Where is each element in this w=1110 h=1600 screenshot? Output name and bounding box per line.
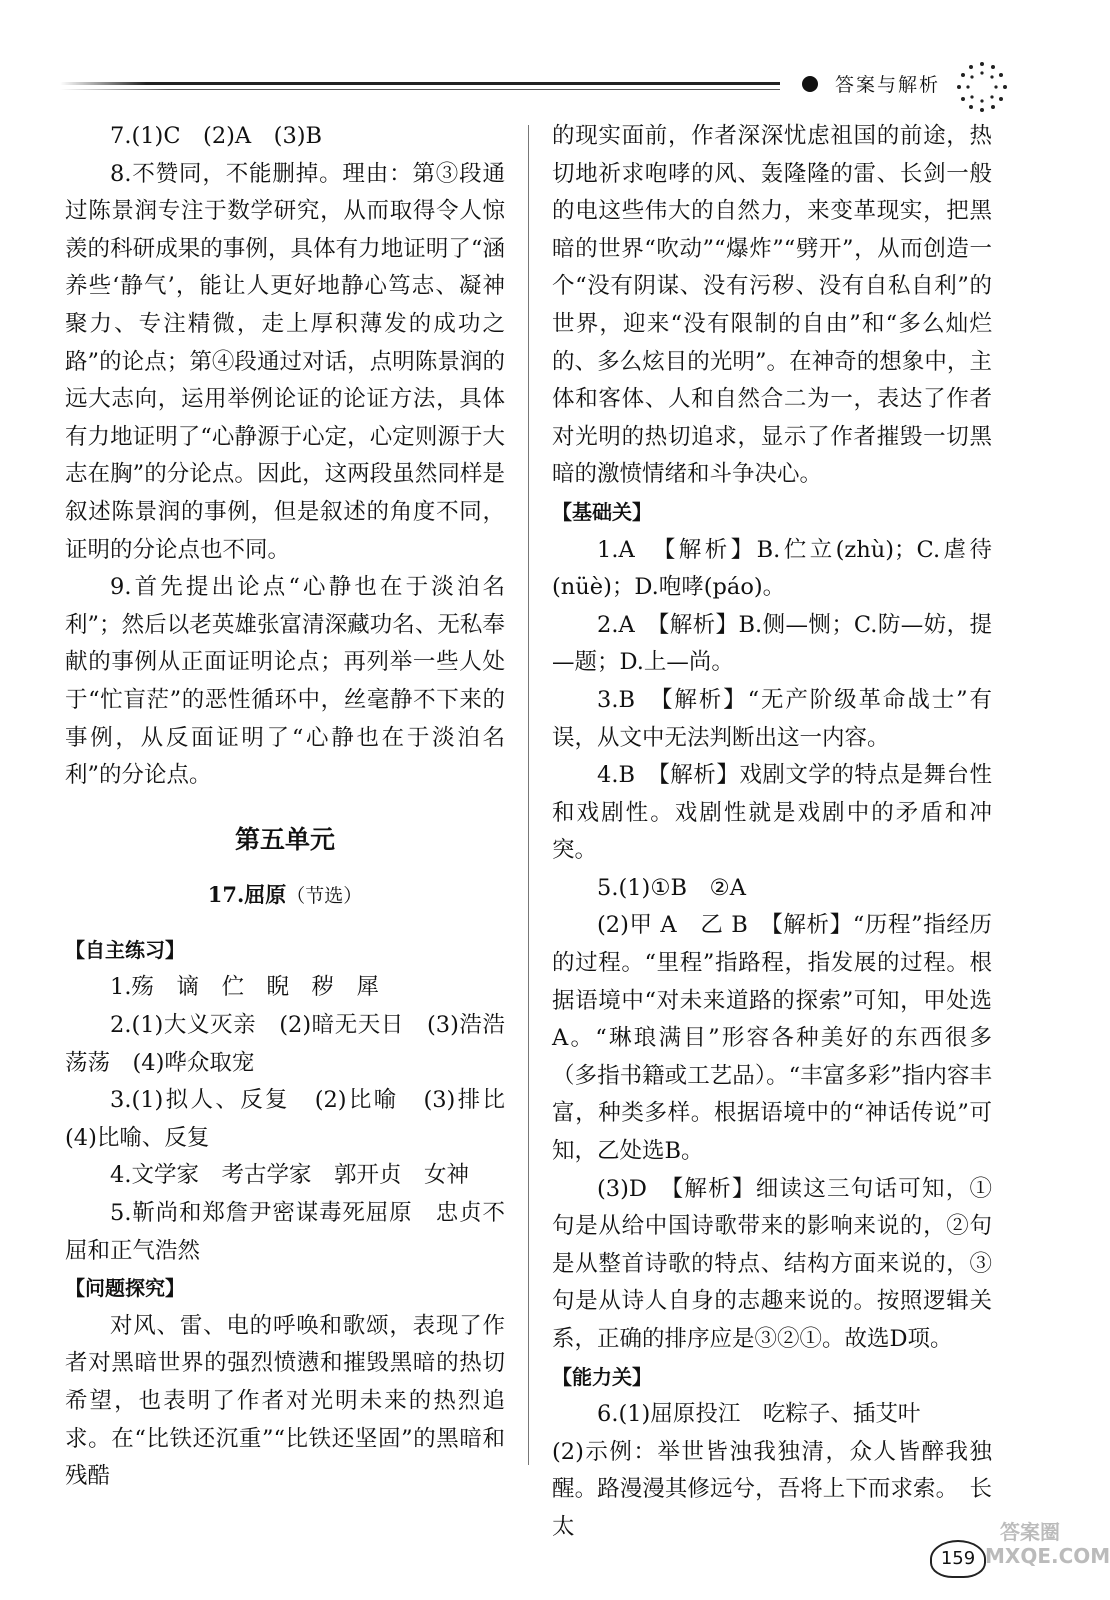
answer-paragraph: 3.B 【解析】“无产阶级革命战士”有误，从文中无法判断出这一内容。 (552, 686, 992, 751)
section-tag: 【自主练习】 (65, 937, 185, 962)
answer-paragraph: 对风、雷、电的呼唤和歌颂，表现了作者对黑暗世界的强烈愤懑和摧毁黑暗的热切希望，也表明了作者对光明未来的热烈追求。在“比铁还沉重”“比铁还坚固”的黑暗和残酷 (65, 1312, 505, 1490)
answer-paragraph: 4.B 【解析】戏剧文学的特点是舞台性和戏剧性。戏剧性就是戏剧中的矛盾和冲突。 (552, 762, 992, 864)
answer-paragraph: 2.(1)大义灭亲 (2)暗无天日 (3)浩浩荡荡 (4)哗众取宠 (65, 1012, 505, 1076)
dotted-sun-icon (955, 60, 1009, 114)
section-tag: 【能力关】 (552, 1364, 652, 1389)
lesson-title-text: 17.屈原 (207, 882, 287, 908)
header-rule-thin (60, 89, 780, 90)
left-column (65, 118, 505, 1496)
answer-paragraph: 的现实面前，作者深深忧虑祖国的前途，热切地祈求咆哮的风、轰隆隆的雷、长剑一般的电这些伟大的自然力，来变革现实，把黑暗的世界“吹动”“爆炸”“劈开”，从而创造一个“没有阴谋、没有污秽、没有自私自利”的世界，迎来“没有限制的自由”和“多么灿烂的、多么炫目的光明”。在神奇的想象中，主体和客体、人和自然合二为一，表达了作者对光明的热切追求，显示了作者摧毁一切黑暗的激愤情绪和斗争决心。 (552, 123, 992, 488)
answer-paragraph: 9.首先提出论点“心静也在于淡泊名利”；然后以老英雄张富清深藏功名、无私奉献的事例从正面证明论点；再列举一些人处于“忙盲茫”的恶性循环中，丝毫静不下来的事例，从反面证明了“心静也在于淡泊名利”的分论点。 (65, 574, 505, 789)
answer-paragraph: 4.文学家 考古学家 郭开贞 女神 (110, 1162, 469, 1189)
answer-paragraph: 7.(1)C (2)A (3)B (110, 123, 323, 149)
section-tag: 【基础关】 (552, 499, 652, 524)
answer-paragraph: 1.殇 谪 伫 睨 秽 犀 (110, 974, 379, 1001)
answer-paragraph: 3.(1)拟人、反复 (2)比喻 (3)排比(4)比喻、反复 (65, 1087, 505, 1151)
answer-paragraph: 1.A 【解析】B.伫立(zhù)；C.虐待(nüè)；D.咆哮(páo)。 (552, 536, 992, 601)
answer-paragraph: 6.(1)屈原投江 吃粽子、插艾叶 (597, 1401, 921, 1428)
bullet-dot-icon (802, 76, 818, 92)
answer-paragraph: (2)甲 A 乙 B 【解析】“历程”指经历的过程。“里程”指路程，指发展的过程。根据语境中“对未来道路的探索”可知，甲处选A。“琳琅满目”形容各种美好的东西很多（多指书籍或工艺品）。“丰富多彩”指内容丰富，种类多样。根据语境中的“神话传说”可知，乙处选B。 (552, 912, 992, 1165)
unit-title: 第五单元 (234, 824, 335, 854)
answer-paragraph: 2.A 【解析】B.侧—恻；C.防—妨，提—题；D.上—尚。 (552, 611, 992, 676)
page-number: 159 (930, 1540, 986, 1578)
answer-paragraph: (3)D 【解析】细读这三句话可知，①句是从给中国诗歌带来的影响来说的，②句是从整首诗歌的特点、结构方面来说的，③句是从诗人自身的志趣来说的。按照逻辑关系，正确的排序应是③②①。故选D项。 (552, 1175, 992, 1352)
lesson-title-note: （节选） (286, 885, 363, 908)
right-column (552, 118, 992, 1547)
lesson-title (65, 876, 505, 916)
answer-paragraph: 8.不赞同，不能删掉。理由：第③段通过陈景润专注于数学研究，从而取得令人惊羡的科研成果的事例，具体有力地证明了“涵养些‘静气’，能让人更好地静心笃志、凝神聚力、专注精微，走上厚积薄发的成功之路”的论点；第④段通过对话，点明陈景润的远大志向，运用举例论证的论证方法，具体有力地证明了“心静源于心定，心定则源于大志在胸”的分论点。因此，这两段虽然同样是叙述陈景润的事例，但是叙述的角度不同，证明的分论点也不同。 (65, 160, 505, 563)
header-title: 答案与解析 (835, 74, 941, 96)
column-divider (528, 125, 529, 1465)
answer-paragraph: 5.靳尚和郑詹尹密谋毒死屈原 忠贞不屈和正气浩然 (65, 1200, 505, 1264)
page-header (60, 60, 1025, 112)
watermark-logo: 答案圈 MXQE.COM (985, 1520, 1110, 1568)
header-rule (60, 82, 780, 85)
section-tag: 【问题探究】 (65, 1276, 185, 1301)
answer-paragraph: (2)示例：举世皆浊我独清，众人皆醉我独醒。路漫漫其修远兮，吾将上下而求索。 长太 (552, 1438, 992, 1540)
answer-paragraph: 5.(1)①B ②A (597, 874, 746, 901)
